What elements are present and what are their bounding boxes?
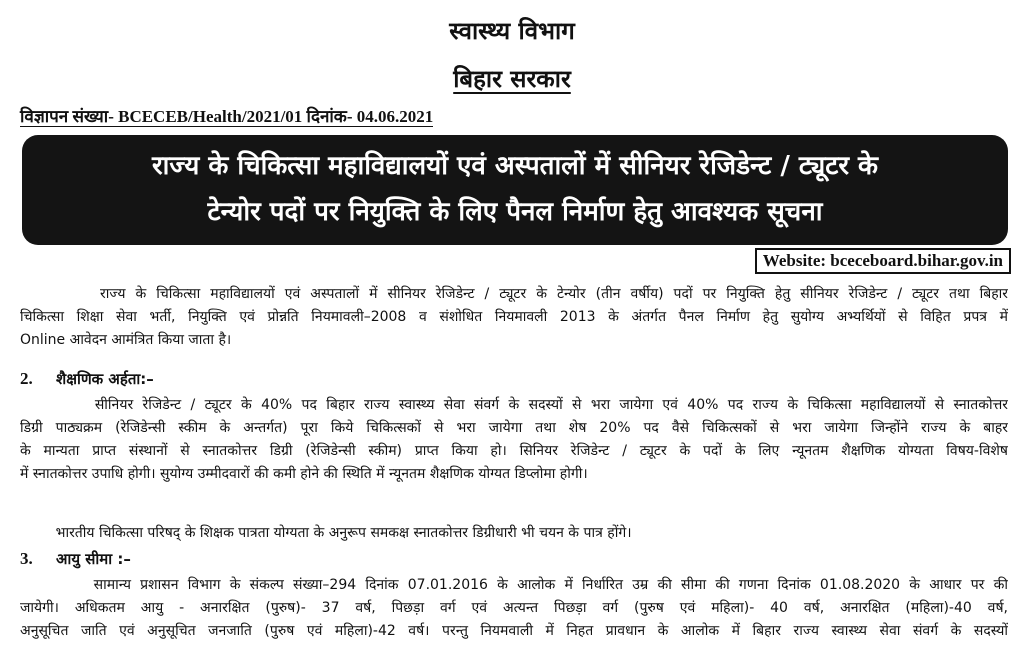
section-3-title: आयु सीमा :– bbox=[56, 550, 131, 568]
website-box: Website: bceceboard.bihar.gov.in bbox=[755, 248, 1011, 274]
section-2-line: डिग्री पाठ्यक्रम (रेजिडेन्सी स्कीम के अन्तर्गत) पूरा किये चिकित्सकों से भरा जायेगा तथा शेष 20% पद वैसे चिकित्सकों से भरा जायेगा जिन्होंने राज्य के बाहर bbox=[20, 420, 1008, 436]
banner-line-1: राज्य के चिकित्सा महाविद्यालयों एवं अस्पतालों में सीनियर रेजिडेन्ट / ट्यूटर के bbox=[151, 151, 879, 181]
intro-line: Online आवेदन आमंत्रित किया जाता है। bbox=[20, 332, 232, 348]
intro-line: राज्य के चिकित्सा महाविद्यालयों एवं अस्पतालों में सीनियर रेजिडेन्ट / ट्यूटर के टेन्योर (तीन वर्षीय) पदों पर नियुक्ति हेतु सीनियर रेजिडेन्ट / ट्यूटर तथा बिहार bbox=[20, 286, 1008, 302]
intro-paragraph bbox=[20, 283, 1008, 352]
section-3-heading bbox=[20, 549, 131, 569]
section-2-number: 2. bbox=[20, 369, 33, 388]
section-2-line: में स्नातकोत्तर उपाधि होगी। सुयोग्य उम्मीदवारों की कमी होने की स्थिति में न्यूनतम शैक्षणिक योग्यत डिप्लोमा होगी। bbox=[20, 466, 588, 482]
section-3-line: अनुसूचित जाति एवं अनुसूचित जनजाति (पुरुष एवं महिला)-42 वर्ष। परन्तु नियमवाली में निहत प्रावधान के आलोक में बिहार राज्य स्वास्थ्य सेवा संवर्ग के सदस्यों bbox=[20, 623, 1008, 639]
advertisement-number-text: विज्ञापन संख्या- BCECEB/Health/2021/01 दिनांक- 04.06.2021 bbox=[20, 107, 434, 126]
banner-line-2: टेन्योर पदों पर नियुक्ति के लिए पैनल निर्माण हेतु आवश्यक सूचना bbox=[207, 197, 823, 227]
government-title bbox=[0, 62, 1024, 95]
section-2-note bbox=[20, 522, 1008, 545]
section-2-paragraph bbox=[20, 394, 1008, 486]
section-2-line: के मान्यता प्राप्त संस्थानों से स्नातकोत्तर डिग्री (रेजिडेन्सी स्कीम) प्राप्त किया हो। सिनियर रेजिडेन्ट / ट्यूटर के पदों के लिए न्यूनतम शैक्षणिक योग्यता विषय-विशेष bbox=[20, 443, 1008, 459]
advertisement-number bbox=[20, 104, 433, 127]
section-2-title: शैक्षणिक अर्हता:– bbox=[56, 370, 154, 388]
section-3-number: 3. bbox=[20, 549, 33, 568]
government-title-text: बिहार सरकार bbox=[453, 65, 571, 93]
section-3-line: सामान्य प्रशासन विभाग के संकल्प संख्या–294 दिनांक 07.01.2016 के आलोक में निर्धारित उम्र की सीमा की गणना दिनांक 01.08.2020 के आधार पर की bbox=[20, 577, 1008, 593]
department-title: स्वास्थ्य विभाग bbox=[449, 17, 575, 45]
section-2-line: सीनियर रेजिडेन्ट / ट्यूटर के 40% पद बिहार राज्य स्वास्थ्य सेवा संवर्ग के सदस्यों से भरा जायेगा एवं 40% पद राज्य के चिकित्सा महाविद्यालयों से स्नातकोत्तर bbox=[20, 397, 1008, 413]
section-3-line: जायेगी। अधिकतम आयु - अनारक्षित (पुरुष)- 37 वर्ष, पिछड़ा वर्ग एवं अत्यन्त पिछड़ा वर्ग (पुरुष एवं महिला)- 40 वर्ष, अनारक्षित (महिला)-40 वर्ष, bbox=[20, 600, 1008, 616]
section-3-paragraph bbox=[20, 574, 1008, 643]
notice-banner bbox=[22, 135, 1008, 245]
intro-line: चिकित्सा शिक्षा सेवा भर्ती, नियुक्ति एवं प्रोन्नति नियमावली–2008 व संशोधित नियमावली 2013 के अंतर्गत पैनल निर्माण हेतु सुयोग्य अभ्यर्थियों से विहित प्रपत्र में bbox=[20, 309, 1008, 325]
section-2-note-line: भारतीय चिकित्सा परिषद् के शिक्षक पात्रता योग्यता के अनुरूप समकक्ष स्नातकोत्तर डिग्रीधारी भी चयन के पात्र होंगे। bbox=[20, 525, 632, 541]
section-2-heading bbox=[20, 369, 154, 389]
